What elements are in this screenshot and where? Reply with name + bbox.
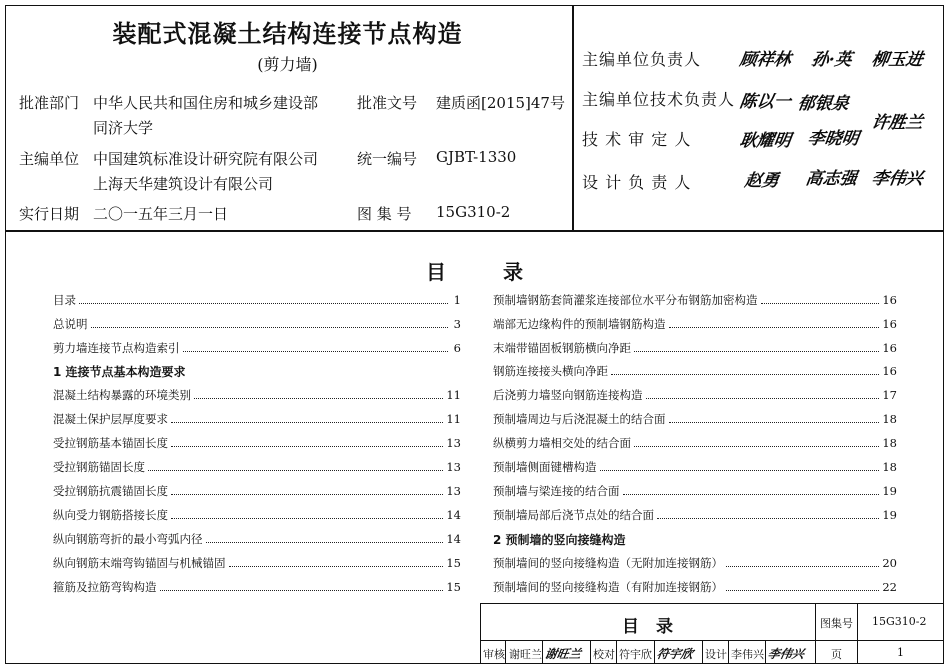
title-block-atlas-value: 15G310-2 xyxy=(872,615,927,628)
title-block-title: 目 录 xyxy=(622,617,673,637)
toc-item[interactable] xyxy=(493,316,897,332)
chief-unit-3: 上海天华建筑设计有限公司 xyxy=(93,175,274,193)
title-block-cell-divider xyxy=(505,640,506,664)
signature: 赵勇 xyxy=(743,171,781,191)
toc-item[interactable] xyxy=(53,579,461,595)
toc-item[interactable] xyxy=(53,316,461,332)
toc-leader xyxy=(634,340,879,352)
toc-item-label: 受拉钢筋锚固长度 xyxy=(53,460,145,474)
toc-item-page: 19 xyxy=(882,484,897,498)
toc-item-label: 总说明 xyxy=(53,317,88,331)
toc-item[interactable] xyxy=(53,555,461,571)
toc-item[interactable] xyxy=(53,531,461,547)
toc-leader xyxy=(611,363,879,375)
toc-item-page: 13 xyxy=(446,484,461,498)
toc-item[interactable] xyxy=(493,483,897,499)
chief-unit-2: 中国建筑标准设计研究院有限公司 xyxy=(93,150,319,168)
toc-item[interactable] xyxy=(53,340,461,356)
title-block-cell-divider xyxy=(542,640,543,664)
toc-item[interactable] xyxy=(493,507,897,523)
toc-leader xyxy=(657,507,879,519)
toc-leader xyxy=(206,531,444,543)
chief-unit-label: 主编单位 xyxy=(19,150,80,168)
approval-doc-value: 建质函[2015]47号 xyxy=(436,94,565,112)
toc-leader xyxy=(171,435,443,447)
toc-item-page: 11 xyxy=(446,412,461,426)
signature: 郁银泉 xyxy=(796,94,851,114)
document-subtitle: (剪力墙) xyxy=(257,55,318,74)
title-block-cell-divider xyxy=(590,640,591,664)
toc-item-label: 受拉钢筋基本锚固长度 xyxy=(53,436,168,450)
toc-leader xyxy=(623,483,880,495)
toc-item-label: 纵向钢筋弯折的最小弯弧内径 xyxy=(53,532,203,546)
toc-section-title: 1 连接节点基本构造要求 xyxy=(53,365,186,379)
toc-item-label: 混凝土保护层厚度要求 xyxy=(53,412,168,426)
toc-leader xyxy=(726,579,879,591)
toc-item-page: 6 xyxy=(453,341,461,355)
toc-item-page: 3 xyxy=(453,317,461,331)
toc-item-label: 目录 xyxy=(53,293,76,307)
toc-item-label: 纵向受力钢筋搭接长度 xyxy=(53,508,168,522)
design-name: 李伟兴 xyxy=(731,648,764,661)
toc-item-page: 13 xyxy=(446,436,461,450)
chief-unit-leader-label: 主编单位负责人 xyxy=(582,50,702,69)
toc-item-page: 13 xyxy=(446,460,461,474)
toc-item[interactable] xyxy=(493,435,897,451)
toc-item[interactable] xyxy=(53,435,461,451)
toc-leader xyxy=(669,316,880,328)
chief-unit-1: 同济大学 xyxy=(93,119,154,137)
toc-item-page: 16 xyxy=(882,341,897,355)
toc-item[interactable] xyxy=(53,459,461,475)
chief-tech-leader-label: 主编单位技术负责人 xyxy=(582,90,736,109)
approval-dept-label: 批准部门 xyxy=(19,94,80,112)
title-block-cell-divider xyxy=(728,640,729,664)
toc-item-label: 箍筋及拉筋弯钩构造 xyxy=(53,580,157,594)
toc-leader xyxy=(669,411,880,423)
title-block-divider xyxy=(857,603,858,664)
toc-item-page: 1 xyxy=(453,293,461,307)
design-signature: 李伟兴 xyxy=(766,647,806,661)
title-block-mid-line xyxy=(480,640,944,641)
toc-item-page: 20 xyxy=(882,556,897,570)
toc-leader xyxy=(600,459,880,471)
header-divider xyxy=(5,230,944,232)
toc-leader xyxy=(726,555,879,567)
title-block-left-border xyxy=(480,603,481,664)
toc-heading-char-2: 录 xyxy=(503,260,523,284)
title-block-cell-divider xyxy=(702,640,703,664)
toc-item[interactable] xyxy=(493,555,897,571)
toc-item-label: 受拉钢筋抗震锚固长度 xyxy=(53,484,168,498)
approval-doc-label: 批准文号 xyxy=(357,94,418,112)
toc-item[interactable] xyxy=(493,459,897,475)
signature: 李伟兴 xyxy=(870,169,925,189)
tech-reviewer-label: 技 术 审 定 人 xyxy=(582,130,692,149)
document-title: 装配式混凝土结构连接节点构造 xyxy=(112,20,463,48)
title-block-top-border xyxy=(480,603,944,604)
signature: 许胜兰 xyxy=(870,113,925,133)
unified-code-value: GJBT-1330 xyxy=(436,148,517,166)
effective-date-value: 二〇一五年三月一日 xyxy=(93,205,229,223)
proof-label: 校对 xyxy=(593,648,615,661)
toc-leader xyxy=(79,292,448,304)
signature: 李晓明 xyxy=(806,129,861,149)
approval-dept-value: 中华人民共和国住房和城乡建设部 xyxy=(93,94,319,112)
toc-item[interactable] xyxy=(53,292,461,308)
toc-item[interactable] xyxy=(493,411,897,427)
atlas-no-value: 15G310-2 xyxy=(436,203,511,221)
toc-item-label: 预制墙钢筋套筒灌浆连接部位水平分布钢筋加密构造 xyxy=(493,293,758,307)
toc-leader xyxy=(229,555,444,567)
toc-item[interactable] xyxy=(493,340,897,356)
title-block-divider xyxy=(815,603,816,664)
toc-leader xyxy=(171,483,443,495)
toc-item[interactable] xyxy=(53,411,461,427)
toc-item[interactable] xyxy=(53,507,461,523)
toc-item-label: 预制墙周边与后浇混凝土的结合面 xyxy=(493,412,666,426)
toc-item-label: 剪力墙连接节点构造索引 xyxy=(53,341,180,355)
toc-item-page: 18 xyxy=(882,460,897,474)
toc-leader xyxy=(171,411,443,423)
review-signature: 谢旺兰 xyxy=(543,647,583,661)
page-label: 页 xyxy=(831,648,842,661)
proof-signature: 符宇欣 xyxy=(655,647,695,661)
toc-item-page: 19 xyxy=(882,508,897,522)
title-block-atlas-label: 图集号 xyxy=(820,617,853,630)
review-name: 谢旺兰 xyxy=(509,648,542,661)
signature: 柳玉进 xyxy=(870,50,925,70)
toc-item-label: 预制墙侧面键槽构造 xyxy=(493,460,597,474)
toc-item-page: 11 xyxy=(446,388,461,402)
toc-item-label: 混凝土结构暴露的环境类别 xyxy=(53,388,191,402)
toc-item-label: 预制墙局部后浇节点处的结合面 xyxy=(493,508,654,522)
design-lead-label: 设 计 负 责 人 xyxy=(582,173,692,192)
toc-item-label: 钢筋连接接头横向净距 xyxy=(493,364,608,378)
toc-item-label: 后浇剪力墙竖向钢筋连接构造 xyxy=(493,388,643,402)
toc-leader xyxy=(160,579,444,591)
toc-item[interactable] xyxy=(53,387,461,403)
toc-item-page: 16 xyxy=(882,364,897,378)
toc-leader xyxy=(91,316,449,328)
title-block-cell-divider xyxy=(654,640,655,664)
page-value: 1 xyxy=(897,646,904,659)
toc-item-page: 15 xyxy=(446,556,461,570)
title-block-cell-divider xyxy=(616,640,617,664)
toc-item[interactable] xyxy=(493,579,897,595)
toc-item[interactable] xyxy=(493,387,897,403)
signature: 陈以一 xyxy=(738,92,793,112)
toc-item-page: 16 xyxy=(882,293,897,307)
toc-item-label: 末端带锚固板钢筋横向净距 xyxy=(493,341,631,355)
signature: 高志强 xyxy=(804,169,859,189)
toc-leader xyxy=(183,340,449,352)
toc-leader xyxy=(634,435,879,447)
toc-item-page: 18 xyxy=(882,436,897,450)
toc-item-label: 端部无边缘构件的预制墙钢筋构造 xyxy=(493,317,666,331)
toc-leader xyxy=(148,459,443,471)
effective-date-label: 实行日期 xyxy=(19,205,80,223)
toc-item-page: 14 xyxy=(446,532,461,546)
toc-leader xyxy=(194,387,443,399)
toc-item-page: 14 xyxy=(446,508,461,522)
toc-item-label: 预制墙间的竖向接缝构造（无附加连接钢筋） xyxy=(493,556,723,570)
toc-item[interactable] xyxy=(493,363,897,379)
review-label: 审核 xyxy=(483,648,505,661)
unified-code-label: 统一编号 xyxy=(357,150,418,168)
toc-leader xyxy=(761,292,880,304)
toc-heading-char-1: 目 xyxy=(426,260,446,284)
toc-item-label: 纵向钢筋末端弯钩锚固与机械锚固 xyxy=(53,556,226,570)
toc-item[interactable] xyxy=(53,483,461,499)
toc-leader xyxy=(171,507,443,519)
toc-item-label: 纵横剪力墙相交处的结合面 xyxy=(493,436,631,450)
toc-leader xyxy=(646,387,880,399)
toc-item-page: 15 xyxy=(446,580,461,594)
toc-item-page: 22 xyxy=(882,580,897,594)
toc-item-page: 17 xyxy=(882,388,897,402)
signature: 顾祥林 xyxy=(738,50,793,70)
toc-section-title: 2 预制墙的竖向接缝构造 xyxy=(493,533,626,547)
header-vertical-divider xyxy=(572,5,574,231)
toc-item-page: 16 xyxy=(882,317,897,331)
title-block-cell-divider xyxy=(765,640,766,664)
design-label: 设计 xyxy=(705,648,727,661)
toc-item[interactable] xyxy=(493,292,897,308)
signature: 孙·英 xyxy=(810,50,853,70)
signature: 耿耀明 xyxy=(738,131,793,151)
proof-name: 符宇欣 xyxy=(619,648,652,661)
toc-item-label: 预制墙间的竖向接缝构造（有附加连接钢筋） xyxy=(493,580,723,594)
toc-item-label: 预制墙与梁连接的结合面 xyxy=(493,484,620,498)
atlas-no-label: 图 集 号 xyxy=(357,205,412,223)
toc-item-page: 18 xyxy=(882,412,897,426)
